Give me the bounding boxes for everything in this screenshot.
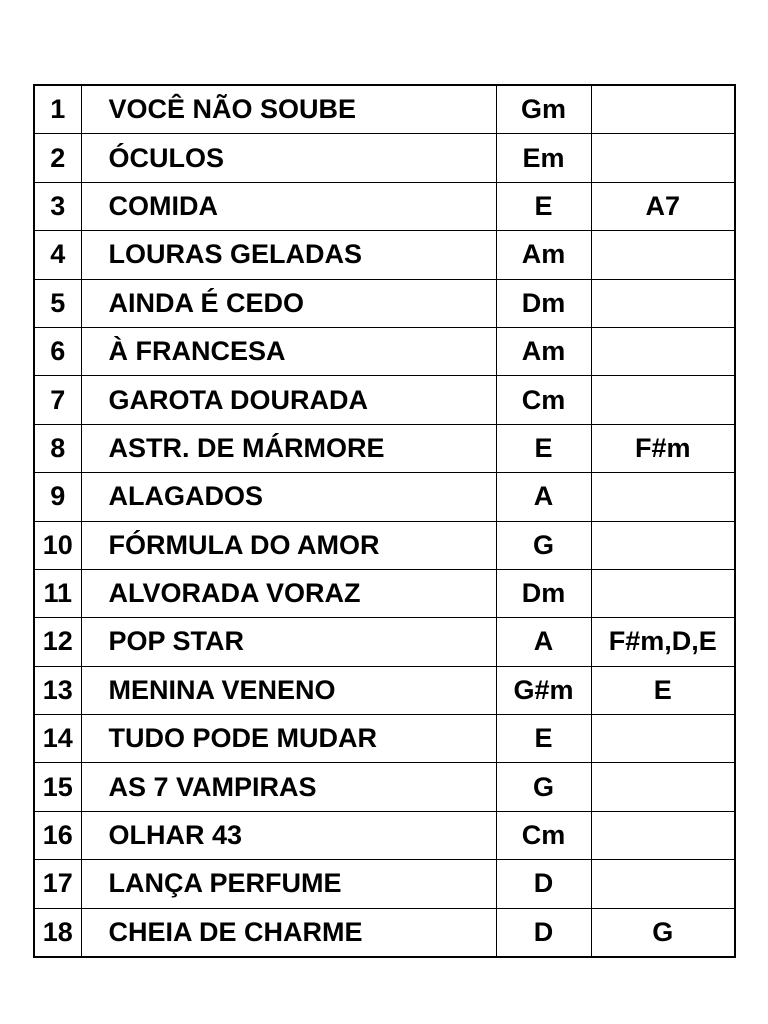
song-extra-chords: F#m,D,E xyxy=(591,618,735,666)
song-title: AINDA É CEDO xyxy=(81,279,496,327)
song-key: E xyxy=(496,182,591,230)
song-number: 2 xyxy=(34,134,81,182)
song-number: 4 xyxy=(34,231,81,279)
table-row xyxy=(34,666,735,714)
song-title: ASTR. DE MÁRMORE xyxy=(81,424,496,472)
song-extra-chords: G xyxy=(591,908,735,957)
song-extra-chords xyxy=(591,279,735,327)
song-number: 1 xyxy=(34,85,81,134)
song-extra-chords xyxy=(591,134,735,182)
table-row xyxy=(34,424,735,472)
song-number: 12 xyxy=(34,618,81,666)
song-key: Gm xyxy=(496,85,591,134)
song-extra-chords xyxy=(591,473,735,521)
song-extra-chords xyxy=(591,569,735,617)
table-row xyxy=(34,908,735,957)
song-key: G xyxy=(496,763,591,811)
song-key: Em xyxy=(496,134,591,182)
table-row xyxy=(34,763,735,811)
song-number: 9 xyxy=(34,473,81,521)
song-extra-chords xyxy=(591,763,735,811)
song-number: 17 xyxy=(34,860,81,908)
table-row xyxy=(34,618,735,666)
song-key: A xyxy=(496,473,591,521)
song-extra-chords: A7 xyxy=(591,182,735,230)
song-number: 14 xyxy=(34,715,81,763)
song-title: POP STAR xyxy=(81,618,496,666)
song-title: OLHAR 43 xyxy=(81,811,496,859)
song-title: GAROTA DOURADA xyxy=(81,376,496,424)
song-key: Am xyxy=(496,327,591,375)
song-key: Dm xyxy=(496,279,591,327)
song-title: CHEIA DE CHARME xyxy=(81,908,496,957)
song-extra-chords xyxy=(591,231,735,279)
song-extra-chords xyxy=(591,811,735,859)
table-row xyxy=(34,327,735,375)
song-title: À FRANCESA xyxy=(81,327,496,375)
song-number: 16 xyxy=(34,811,81,859)
song-title: ALVORADA VORAZ xyxy=(81,569,496,617)
table-row xyxy=(34,134,735,182)
song-extra-chords xyxy=(591,327,735,375)
song-extra-chords xyxy=(591,376,735,424)
song-key: Cm xyxy=(496,811,591,859)
song-title: AS 7 VAMPIRAS xyxy=(81,763,496,811)
song-title: TUDO PODE MUDAR xyxy=(81,715,496,763)
song-title: ALAGADOS xyxy=(81,473,496,521)
song-key: G xyxy=(496,521,591,569)
song-title: LANÇA PERFUME xyxy=(81,860,496,908)
song-extra-chords xyxy=(591,521,735,569)
song-number: 7 xyxy=(34,376,81,424)
song-extra-chords: E xyxy=(591,666,735,714)
song-number: 18 xyxy=(34,908,81,957)
song-key: G#m xyxy=(496,666,591,714)
table-row xyxy=(34,811,735,859)
table-row xyxy=(34,279,735,327)
song-number: 10 xyxy=(34,521,81,569)
song-number: 5 xyxy=(34,279,81,327)
table-row xyxy=(34,521,735,569)
table-row xyxy=(34,569,735,617)
setlist-body xyxy=(34,85,735,957)
song-key: A xyxy=(496,618,591,666)
song-number: 11 xyxy=(34,569,81,617)
song-title: FÓRMULA DO AMOR xyxy=(81,521,496,569)
table-row xyxy=(34,231,735,279)
song-title: COMIDA xyxy=(81,182,496,230)
song-key: Cm xyxy=(496,376,591,424)
song-number: 15 xyxy=(34,763,81,811)
song-number: 8 xyxy=(34,424,81,472)
song-key: Dm xyxy=(496,569,591,617)
song-number: 13 xyxy=(34,666,81,714)
song-title: LOURAS GELADAS xyxy=(81,231,496,279)
song-key: Am xyxy=(496,231,591,279)
setlist-table xyxy=(33,84,736,958)
song-title: VOCÊ NÃO SOUBE xyxy=(81,85,496,134)
song-title: MENINA VENENO xyxy=(81,666,496,714)
song-title: ÓCULOS xyxy=(81,134,496,182)
song-number: 6 xyxy=(34,327,81,375)
table-row xyxy=(34,376,735,424)
song-extra-chords xyxy=(591,715,735,763)
table-row xyxy=(34,860,735,908)
song-extra-chords: F#m xyxy=(591,424,735,472)
table-row xyxy=(34,85,735,134)
table-row xyxy=(34,715,735,763)
song-extra-chords xyxy=(591,85,735,134)
song-key: E xyxy=(496,424,591,472)
song-number: 3 xyxy=(34,182,81,230)
song-key: D xyxy=(496,908,591,957)
song-extra-chords xyxy=(591,860,735,908)
song-key: D xyxy=(496,860,591,908)
table-row xyxy=(34,182,735,230)
table-row xyxy=(34,473,735,521)
song-key: E xyxy=(496,715,591,763)
